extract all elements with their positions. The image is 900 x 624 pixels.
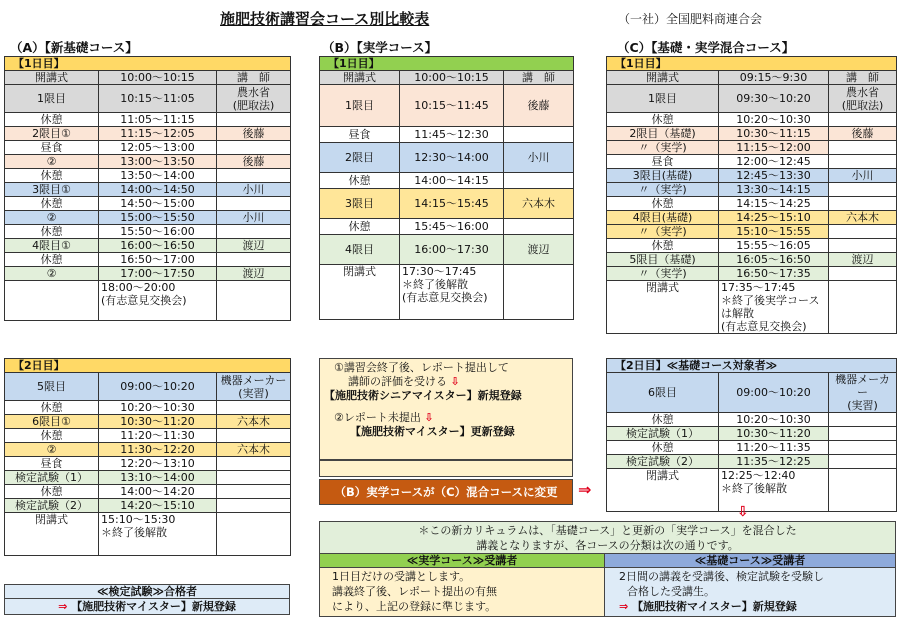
table-row xyxy=(5,169,291,183)
page-title: 施肥技術講習会コース別比較表 xyxy=(220,10,430,28)
instructor-cell: 後藤 xyxy=(829,127,897,141)
instructor-cell xyxy=(829,155,897,169)
session-cell: 5限目 xyxy=(5,373,99,401)
note-2-line-a: ②レポート未提出 xyxy=(334,411,421,424)
session-cell: 6限目 xyxy=(607,373,719,413)
right-arrow-icon: ⇒ xyxy=(619,600,629,613)
course-a-day2-table xyxy=(4,358,291,556)
time-cell: 15:00～15:50 xyxy=(99,211,217,225)
table-row xyxy=(5,183,291,197)
table-row xyxy=(607,211,897,225)
instructor-cell xyxy=(217,281,291,321)
time-cell: 10:15～11:05 xyxy=(99,85,217,113)
session-cell: 開講式 xyxy=(607,71,719,85)
table-row xyxy=(607,427,897,441)
curriculum-note xyxy=(319,521,896,554)
instructor-cell xyxy=(829,113,897,127)
instructor-cell: 講 師 xyxy=(504,71,574,85)
time-cell: 14:00～14:20 xyxy=(99,485,217,499)
session-cell: 昼食 xyxy=(607,155,719,169)
session-cell: 休憩 xyxy=(5,429,99,443)
session-cell: 閉講式 xyxy=(607,469,719,512)
instructor-cell: 六本木 xyxy=(504,189,574,219)
instructor-cell: 渡辺 xyxy=(829,253,897,267)
table-row xyxy=(5,401,291,415)
kiso-line-1: 2日間の講義を受講後、検定試験を受験し xyxy=(619,570,824,583)
session-cell: 休憩 xyxy=(320,173,400,189)
instructor-cell xyxy=(504,127,574,143)
table-row xyxy=(5,113,291,127)
session-cell: 検定試験（1） xyxy=(5,471,99,485)
time-cell: 12:20～13:10 xyxy=(99,457,217,471)
table-row xyxy=(5,197,291,211)
instructor-cell: 後藤 xyxy=(217,155,291,169)
table-row xyxy=(607,253,897,267)
time-cell: 09:00～10:20 xyxy=(719,373,829,413)
instructor-cell: 農水省 (肥取法) xyxy=(829,85,897,113)
course-a-heading: （A）【新基礎コース】 xyxy=(10,40,138,55)
instructor-cell xyxy=(217,513,291,556)
time-cell: 11:20～11:35 xyxy=(719,441,829,455)
instructor-cell: 渡辺 xyxy=(217,239,291,253)
session-cell: 検定試験（2） xyxy=(607,455,719,469)
organization: （一社）全国肥料商連合会 xyxy=(618,12,763,26)
instructor-cell xyxy=(829,225,897,239)
down-arrow-icon: ⇩ xyxy=(737,504,749,520)
day-heading: 【1日目】 xyxy=(607,57,897,71)
table-row xyxy=(607,455,897,469)
table-row xyxy=(607,183,897,197)
time-cell: 10:30～11:15 xyxy=(719,127,829,141)
note-2-line-b: 【施肥技術マイスター】更新登録 xyxy=(350,425,515,438)
note-1-line-c: 【施肥技術シニアマイスター】新規登録 xyxy=(324,389,522,402)
instructor-cell: 渡辺 xyxy=(217,267,291,281)
table-row xyxy=(320,173,574,189)
time-cell: 17:35～17:45 ＊終了後実学コースは解散 (有志意見交換会) xyxy=(719,281,829,334)
table-row xyxy=(5,443,291,457)
instructor-cell xyxy=(829,455,897,469)
session-cell: 休憩 xyxy=(5,253,99,267)
day-heading: 【2日目】≪基礎コース対象者≫ xyxy=(607,359,897,373)
session-cell: 休憩 xyxy=(5,485,99,499)
course-a-day1-table xyxy=(4,56,291,321)
instructor-cell xyxy=(829,469,897,512)
session-cell: 〃（実学) xyxy=(607,267,719,281)
time-cell: 10:15～11:45 xyxy=(400,85,504,127)
table-row xyxy=(5,373,291,401)
time-cell: 13:10～14:00 xyxy=(99,471,217,485)
time-cell: 12:05～13:00 xyxy=(99,141,217,155)
time-cell: 10:30～11:20 xyxy=(719,427,829,441)
table-row xyxy=(607,225,897,239)
instructor-cell xyxy=(217,225,291,239)
time-cell: 11:20～11:30 xyxy=(99,429,217,443)
down-arrow-icon: ⇩ xyxy=(450,375,460,388)
jitsugaku-line-2: 講義終了後、レポート提出の有無 xyxy=(332,585,497,598)
table-row xyxy=(607,141,897,155)
table-row xyxy=(607,127,897,141)
session-cell: 〃（実学) xyxy=(607,183,719,197)
instructor-cell: 機器メーカー (実習) xyxy=(217,373,291,401)
time-cell: 15:10～15:55 xyxy=(719,225,829,239)
instructor-cell: 小川 xyxy=(829,169,897,183)
session-cell: 休憩 xyxy=(607,197,719,211)
session-cell: 休憩 xyxy=(607,239,719,253)
table-row xyxy=(5,85,291,113)
session-cell: ② xyxy=(5,443,99,457)
session-cell xyxy=(5,281,99,321)
table-row xyxy=(5,141,291,155)
time-cell: 14:15～14:25 xyxy=(719,197,829,211)
table-row xyxy=(5,471,291,485)
pass-heading: ≪検定試験≫合格者 xyxy=(4,584,290,599)
instructor-cell xyxy=(217,197,291,211)
table-row xyxy=(607,197,897,211)
instructor-cell xyxy=(217,401,291,415)
course-b-notes-spacer xyxy=(319,460,573,477)
session-cell: 休憩 xyxy=(5,401,99,415)
time-cell: 16:50～17:00 xyxy=(99,253,217,267)
time-cell: 10:30～11:20 xyxy=(99,415,217,429)
time-cell: 14:50～15:00 xyxy=(99,197,217,211)
session-cell: 〃（実学) xyxy=(607,225,719,239)
table-row xyxy=(5,225,291,239)
day-heading: 【2日目】 xyxy=(5,359,291,373)
session-cell: 3限目 xyxy=(320,189,400,219)
time-cell: 09:15～9:30 xyxy=(719,71,829,85)
instructor-cell xyxy=(829,197,897,211)
instructor-cell: 講 師 xyxy=(217,71,291,85)
session-cell: 昼食 xyxy=(320,127,400,143)
session-cell: 1限目 xyxy=(5,85,99,113)
instructor-cell xyxy=(504,265,574,320)
kiso-body xyxy=(604,567,896,617)
time-cell: 09:00～10:20 xyxy=(99,373,217,401)
table-row xyxy=(320,71,574,85)
time-cell: 14:15～15:45 xyxy=(400,189,504,219)
note-1-line-b: 講師の評価を受ける xyxy=(348,375,447,388)
instructor-cell: 講 師 xyxy=(829,71,897,85)
instructor-cell xyxy=(829,441,897,455)
instructor-cell xyxy=(217,141,291,155)
table-row xyxy=(320,265,574,320)
time-cell: 11:35～12:25 xyxy=(719,455,829,469)
table-row xyxy=(320,85,574,127)
right-arrow-icon: ⇒ xyxy=(58,600,68,613)
time-cell: 16:00～17:30 xyxy=(400,235,504,265)
time-cell: 10:20～10:30 xyxy=(719,413,829,427)
table-row xyxy=(5,457,291,471)
instructor-cell: 渡辺 xyxy=(504,235,574,265)
instructor-cell xyxy=(217,429,291,443)
instructor-cell xyxy=(829,413,897,427)
time-cell: 15:45～16:00 xyxy=(400,219,504,235)
session-cell: 休憩 xyxy=(5,169,99,183)
kiso-line-3: 【施肥技術マイスター】新規登録 xyxy=(632,600,797,613)
time-cell: 14:20～15:10 xyxy=(99,499,217,513)
table-row xyxy=(5,281,291,321)
instructor-cell xyxy=(217,113,291,127)
table-row xyxy=(607,155,897,169)
instructor-cell xyxy=(829,427,897,441)
pass-body xyxy=(4,598,290,615)
instructor-cell: 小川 xyxy=(217,211,291,225)
kiso-line-2: 合格した受講生。 xyxy=(627,585,715,598)
table-row xyxy=(607,85,897,113)
time-cell: 16:50～17:35 xyxy=(719,267,829,281)
session-cell: ② xyxy=(5,155,99,169)
table-row xyxy=(5,485,291,499)
session-cell: 休憩 xyxy=(607,113,719,127)
session-cell: 〃（実学) xyxy=(607,141,719,155)
table-row xyxy=(607,169,897,183)
curriculum-note-line-1: ＊この新カリキュラムは、「基礎コース」と更新の「実学コース」を混合した xyxy=(418,524,797,537)
session-cell: 開講式 xyxy=(320,71,400,85)
kiso-heading: ≪基礎コース≫受講者 xyxy=(604,553,896,568)
table-row xyxy=(607,441,897,455)
table-row xyxy=(5,253,291,267)
time-cell: 10:00～10:15 xyxy=(400,71,504,85)
session-cell: 休憩 xyxy=(5,113,99,127)
time-cell: 15:50～16:00 xyxy=(99,225,217,239)
course-c-day1-table xyxy=(606,56,897,334)
session-cell: 1限目 xyxy=(320,85,400,127)
time-cell: 12:00～12:45 xyxy=(719,155,829,169)
session-cell: 昼食 xyxy=(5,141,99,155)
time-cell: 09:30～10:20 xyxy=(719,85,829,113)
session-cell: 閉講式 xyxy=(607,281,719,334)
instructor-cell: 農水省 (肥取法) xyxy=(217,85,291,113)
table-row xyxy=(320,143,574,173)
session-cell: 4限目① xyxy=(5,239,99,253)
time-cell: 14:00～14:15 xyxy=(400,173,504,189)
day-heading: 【1日目】 xyxy=(320,57,574,71)
time-cell: 18:00～20:00 (有志意見交換会) xyxy=(99,281,217,321)
time-cell: 13:00～13:50 xyxy=(99,155,217,169)
instructor-cell xyxy=(217,253,291,267)
session-cell: 5限目（基礎) xyxy=(607,253,719,267)
session-cell: 休憩 xyxy=(5,197,99,211)
instructor-cell xyxy=(217,457,291,471)
course-c-heading: （C）【基礎・実学混合コース】 xyxy=(617,40,795,55)
jitsugaku-line-1: 1日目だけの受講とします。 xyxy=(332,570,471,583)
table-row xyxy=(607,373,897,413)
time-cell: 15:10～15:30 ＊終了後解散 xyxy=(99,513,217,556)
table-row xyxy=(5,127,291,141)
table-row xyxy=(320,127,574,143)
session-cell: 検定試験（2） xyxy=(5,499,99,513)
session-cell: 検定試験（1） xyxy=(607,427,719,441)
time-cell: 15:55～16:05 xyxy=(719,239,829,253)
jitsugaku-body xyxy=(319,567,605,617)
table-row xyxy=(320,235,574,265)
session-cell: ② xyxy=(5,211,99,225)
session-cell: 2限目（基礎) xyxy=(607,127,719,141)
time-cell: 17:00～17:50 xyxy=(99,267,217,281)
course-b-day1-table xyxy=(319,56,574,320)
table-row xyxy=(5,267,291,281)
session-cell: 休憩 xyxy=(607,413,719,427)
session-cell: 休憩 xyxy=(607,441,719,455)
table-row xyxy=(320,189,574,219)
session-cell: 3限目(基礎) xyxy=(607,169,719,183)
session-cell: 2限目① xyxy=(5,127,99,141)
session-cell: 閉講式 xyxy=(5,513,99,556)
time-cell: 16:05～16:50 xyxy=(719,253,829,267)
session-cell: 1限目 xyxy=(607,85,719,113)
instructor-cell: 機器メーカー (実習) xyxy=(829,373,897,413)
session-cell: 昼食 xyxy=(5,457,99,471)
change-notice: （B）実学コースが（C）混合コースに変更 xyxy=(319,479,573,505)
session-cell: ② xyxy=(5,267,99,281)
time-cell: 10:20～10:30 xyxy=(719,113,829,127)
table-row xyxy=(5,415,291,429)
instructor-cell xyxy=(217,471,291,485)
time-cell: 10:00～10:15 xyxy=(99,71,217,85)
session-cell: 6限目① xyxy=(5,415,99,429)
instructor-cell xyxy=(829,183,897,197)
table-row xyxy=(607,469,897,512)
time-cell: 14:25～15:10 xyxy=(719,211,829,225)
time-cell: 11:30～12:20 xyxy=(99,443,217,457)
session-cell: 4限目 xyxy=(320,235,400,265)
curriculum-note-line-2: 講義となりますが、各コースの分類は次の通りです。 xyxy=(476,539,739,552)
instructor-cell xyxy=(829,267,897,281)
course-b-heading: （B）【実学コース】 xyxy=(322,40,438,55)
instructor-cell xyxy=(217,169,291,183)
table-row xyxy=(607,71,897,85)
table-row xyxy=(607,281,897,334)
time-cell: 11:45～12:30 xyxy=(400,127,504,143)
session-cell: 休憩 xyxy=(320,219,400,235)
session-cell: 休憩 xyxy=(5,225,99,239)
instructor-cell xyxy=(504,173,574,189)
time-cell: 16:00～16:50 xyxy=(99,239,217,253)
session-cell: 3限目① xyxy=(5,183,99,197)
time-cell: 12:25～12:40 ＊終了後解散 xyxy=(719,469,829,512)
table-row xyxy=(5,71,291,85)
jitsugaku-line-3: により、上記の登録に準じます。 xyxy=(332,600,497,613)
table-row xyxy=(5,513,291,556)
session-cell: 2限目 xyxy=(320,143,400,173)
note-1-line-a: ①講習会終了後、レポート提出して xyxy=(334,361,509,374)
table-row xyxy=(320,219,574,235)
pass-registration: 【施肥技術マイスター】新規登録 xyxy=(71,600,236,613)
time-cell: 12:45～13:30 xyxy=(719,169,829,183)
instructor-cell xyxy=(217,499,291,513)
time-cell: 12:30～14:00 xyxy=(400,143,504,173)
instructor-cell xyxy=(504,219,574,235)
instructor-cell: 六本木 xyxy=(829,211,897,225)
instructor-cell xyxy=(829,141,897,155)
right-arrow-icon: ⇒ xyxy=(578,480,592,499)
table-row xyxy=(607,413,897,427)
session-cell: 閉講式 xyxy=(320,265,400,320)
session-cell: 開講式 xyxy=(5,71,99,85)
instructor-cell: 小川 xyxy=(217,183,291,197)
table-row xyxy=(5,499,291,513)
table-row xyxy=(5,429,291,443)
time-cell: 11:15～12:00 xyxy=(719,141,829,155)
jitsugaku-heading: ≪実学コース≫受講者 xyxy=(319,553,605,568)
instructor-cell xyxy=(829,281,897,334)
table-row xyxy=(5,155,291,169)
table-row xyxy=(607,113,897,127)
instructor-cell: 後藤 xyxy=(504,85,574,127)
session-cell: 4限目(基礎) xyxy=(607,211,719,225)
time-cell: 14:00～14:50 xyxy=(99,183,217,197)
table-row xyxy=(607,239,897,253)
table-row xyxy=(607,267,897,281)
time-cell: 13:50～14:00 xyxy=(99,169,217,183)
time-cell: 13:30～14:15 xyxy=(719,183,829,197)
instructor-cell: 小川 xyxy=(504,143,574,173)
table-row xyxy=(5,211,291,225)
instructor-cell: 後藤 xyxy=(217,127,291,141)
table-row xyxy=(5,239,291,253)
time-cell: 11:15～12:05 xyxy=(99,127,217,141)
down-arrow-icon: ⇩ xyxy=(424,411,434,424)
instructor-cell: 六本木 xyxy=(217,415,291,429)
instructor-cell: 六本木 xyxy=(217,443,291,457)
day-heading: 【1日目】 xyxy=(5,57,291,71)
time-cell: 11:05～11:15 xyxy=(99,113,217,127)
time-cell: 17:30～17:45 ＊終了後解散 (有志意見交換会) xyxy=(400,265,504,320)
instructor-cell xyxy=(217,485,291,499)
time-cell: 10:20～10:30 xyxy=(99,401,217,415)
course-c-day2-table xyxy=(606,358,897,512)
course-b-notes xyxy=(319,358,573,460)
instructor-cell xyxy=(829,239,897,253)
